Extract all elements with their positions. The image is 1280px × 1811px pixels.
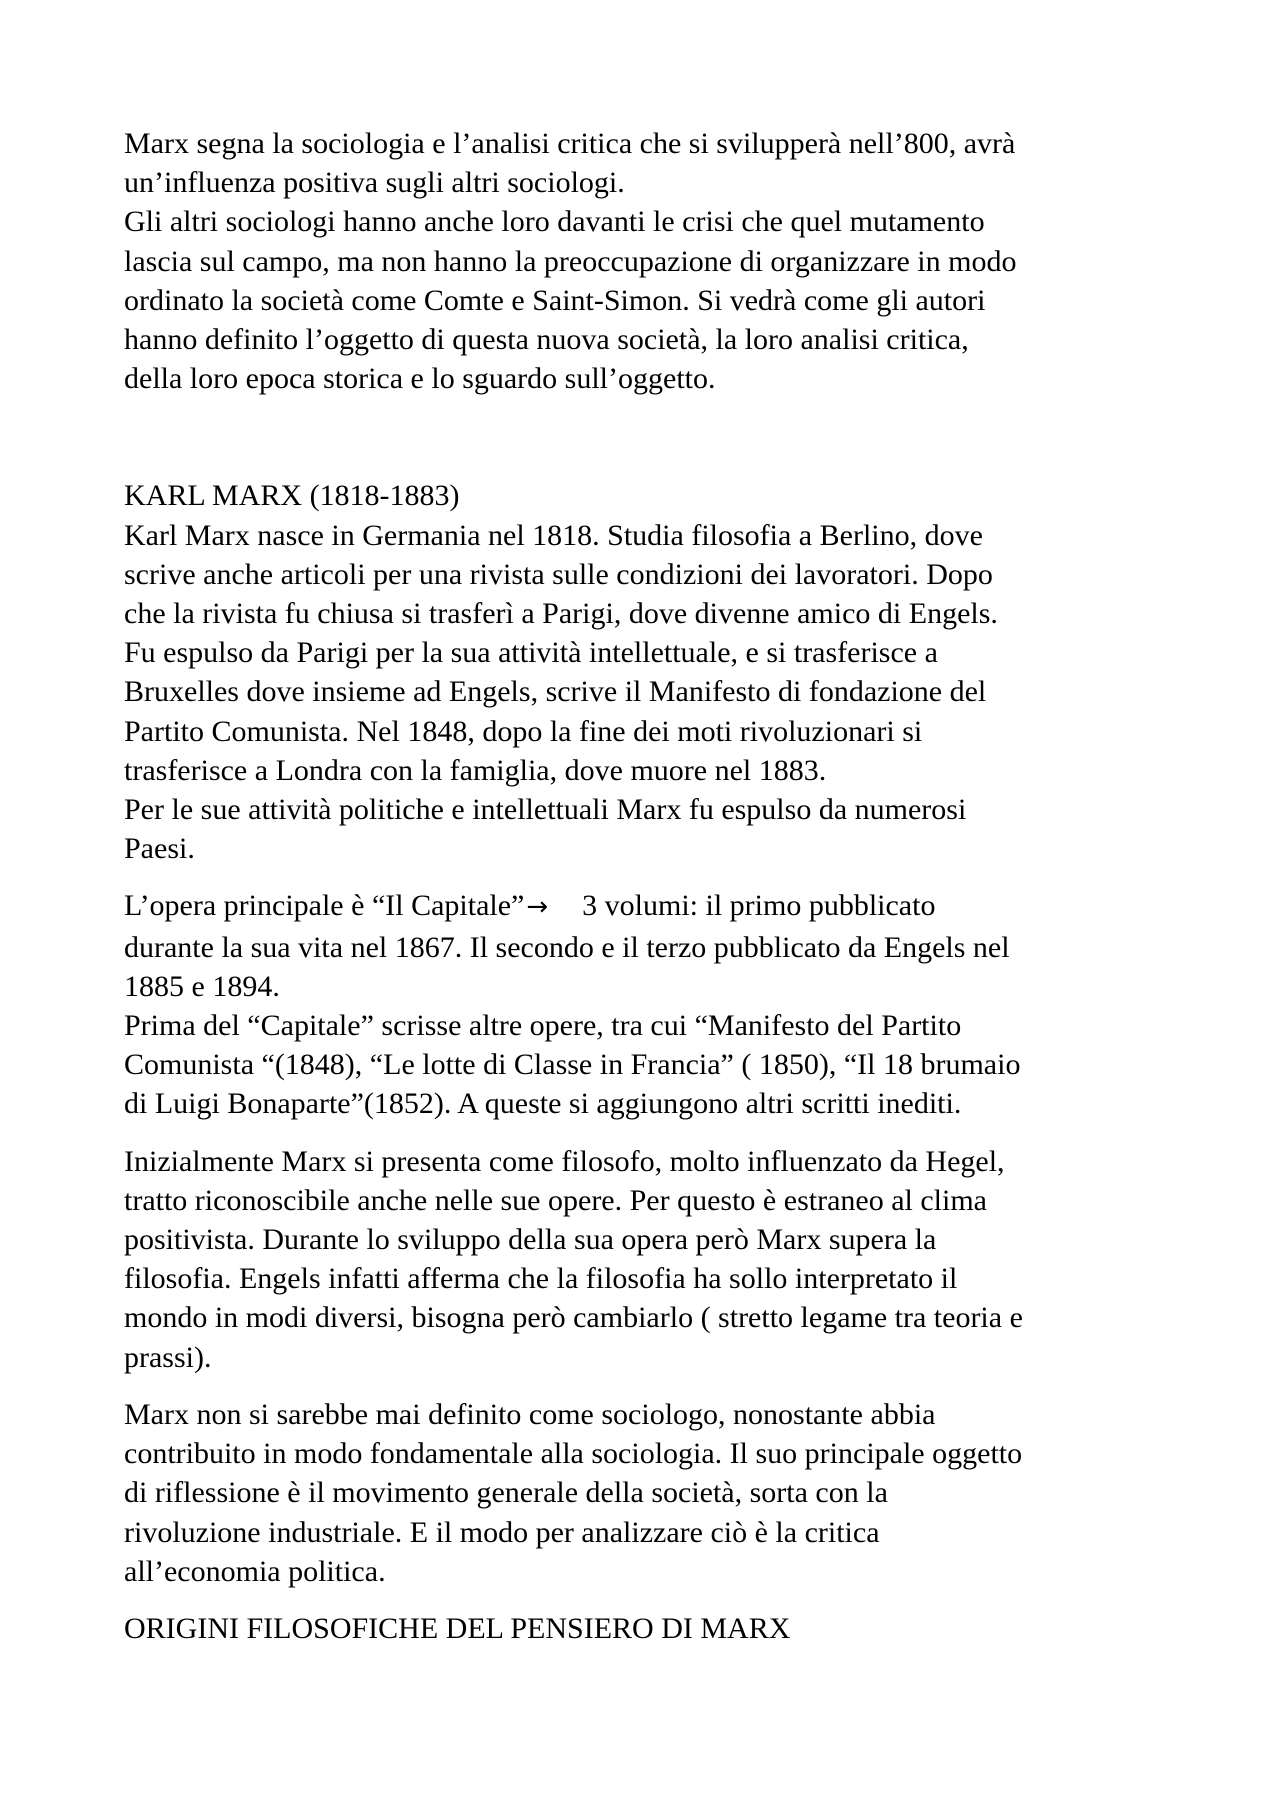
text-line: di riflessione è il movimento generale della società, sorta con la — [124, 1476, 888, 1510]
paragraph-biography — [124, 516, 1184, 869]
spacer — [124, 1377, 1184, 1395]
text-fragment: 3 volumi: il primo pubblicato — [582, 889, 936, 923]
paragraph-philosophy — [124, 1142, 1184, 1377]
arrow-right-icon: → — [526, 892, 549, 923]
text-line: un’influenza positiva sugli altri sociologi. — [124, 166, 625, 200]
text-line: ordinato la società come Comte e Saint-Simon. Si vedrà come gli autori — [124, 283, 986, 317]
text-line: Prima del “Capitale” scrisse altre opere, tra cui “Manifesto del Partito — [124, 1009, 962, 1043]
text-line: Per le sue attività politiche e intellettuali Marx fu espulso da numerosi — [124, 793, 967, 827]
text-line: prassi). — [124, 1340, 212, 1374]
spacer — [124, 1591, 1184, 1609]
text-line: Marx segna la sociologia e l’analisi critica che si svilupperà nell’800, avrà — [124, 127, 1016, 160]
text-line: mondo in modi diversi, bisogna però cambiarlo ( stretto legame tra teoria e — [124, 1301, 1023, 1335]
section-heading-origins: ORIGINI FILOSOFICHE DEL PENSIERO DI MARX — [124, 1611, 791, 1645]
text-line: scrive anche articoli per una rivista sulle condizioni dei lavoratori. Dopo — [124, 557, 993, 591]
spacer — [124, 1124, 1184, 1142]
text-line: contribuito in modo fondamentale alla sociologia. Il suo principale oggetto — [124, 1437, 1023, 1471]
text-line: Comunista “(1848), “Le lotte di Classe in Francia” ( 1850), “Il 18 brumaio — [124, 1048, 1021, 1082]
text-line: tratto riconoscibile anche nelle sue opere. Per questo è estraneo al clima — [124, 1183, 987, 1217]
document-page — [124, 124, 1184, 1648]
spacer — [124, 398, 1184, 476]
text-line: Paesi. — [124, 832, 195, 866]
text-line: positivista. Durante lo sviluppo della sua opera però Marx supera la — [124, 1223, 937, 1257]
text-line: Inizialmente Marx si presenta come filosofo, molto influenzato da Hegel, — [124, 1144, 1005, 1178]
text-line: lascia sul campo, ma non hanno la preoccupazione di organizzare in modo — [124, 244, 1017, 278]
text-line: Partito Comunista. Nel 1848, dopo la fine dei moti rivoluzionari si — [124, 714, 923, 748]
text-line: che la rivista fu chiusa si trasferì a Parigi, dove divenne amico di Engels. — [124, 597, 998, 631]
text-line: trasferisce a Londra con la famiglia, dove muore nel 1883. — [124, 753, 827, 787]
text-line: Fu espulso da Parigi per la sua attività intellettuale, e si trasferisce a — [124, 636, 938, 670]
spacer — [124, 868, 1184, 886]
paragraph-works — [124, 886, 1184, 1123]
text-line — [124, 886, 1184, 927]
text-line: all’economia politica. — [124, 1554, 386, 1588]
text-fragment: L’opera principale è “Il Capitale” — [124, 889, 525, 923]
text-line: di Luigi Bonaparte”(1852). A queste si aggiungono altri scritti inediti. — [124, 1087, 962, 1121]
text-line: hanno definito l’oggetto di questa nuova società, la loro analisi critica, — [124, 323, 969, 357]
text-line: filosofia. Engels infatti afferma che la filosofia ha sollo interpretato il — [124, 1262, 958, 1296]
paragraph-intro — [124, 124, 1184, 398]
text-line: della loro epoca storica e lo sguardo sull’oggetto. — [124, 362, 716, 396]
text-line: Marx non si sarebbe mai definito come sociologo, nonostante abbia — [124, 1397, 936, 1431]
text-line: rivoluzione industriale. E il modo per analizzare ciò è la critica — [124, 1515, 880, 1549]
text-line: Bruxelles dove insieme ad Engels, scrive il Manifesto di fondazione del — [124, 675, 987, 709]
text-line: 1885 e 1894. — [124, 969, 280, 1003]
section-heading-karl-marx: KARL MARX (1818-1883) — [124, 479, 460, 513]
text-line: durante la sua vita nel 1867. Il secondo e il terzo pubblicato da Engels nel — [124, 930, 1010, 964]
paragraph-sociology — [124, 1395, 1184, 1591]
text-line: Karl Marx nasce in Germania nel 1818. Studia filosofia a Berlino, dove — [124, 518, 983, 552]
text-line: Gli altri sociologi hanno anche loro davanti le crisi che quel mutamento — [124, 205, 985, 239]
